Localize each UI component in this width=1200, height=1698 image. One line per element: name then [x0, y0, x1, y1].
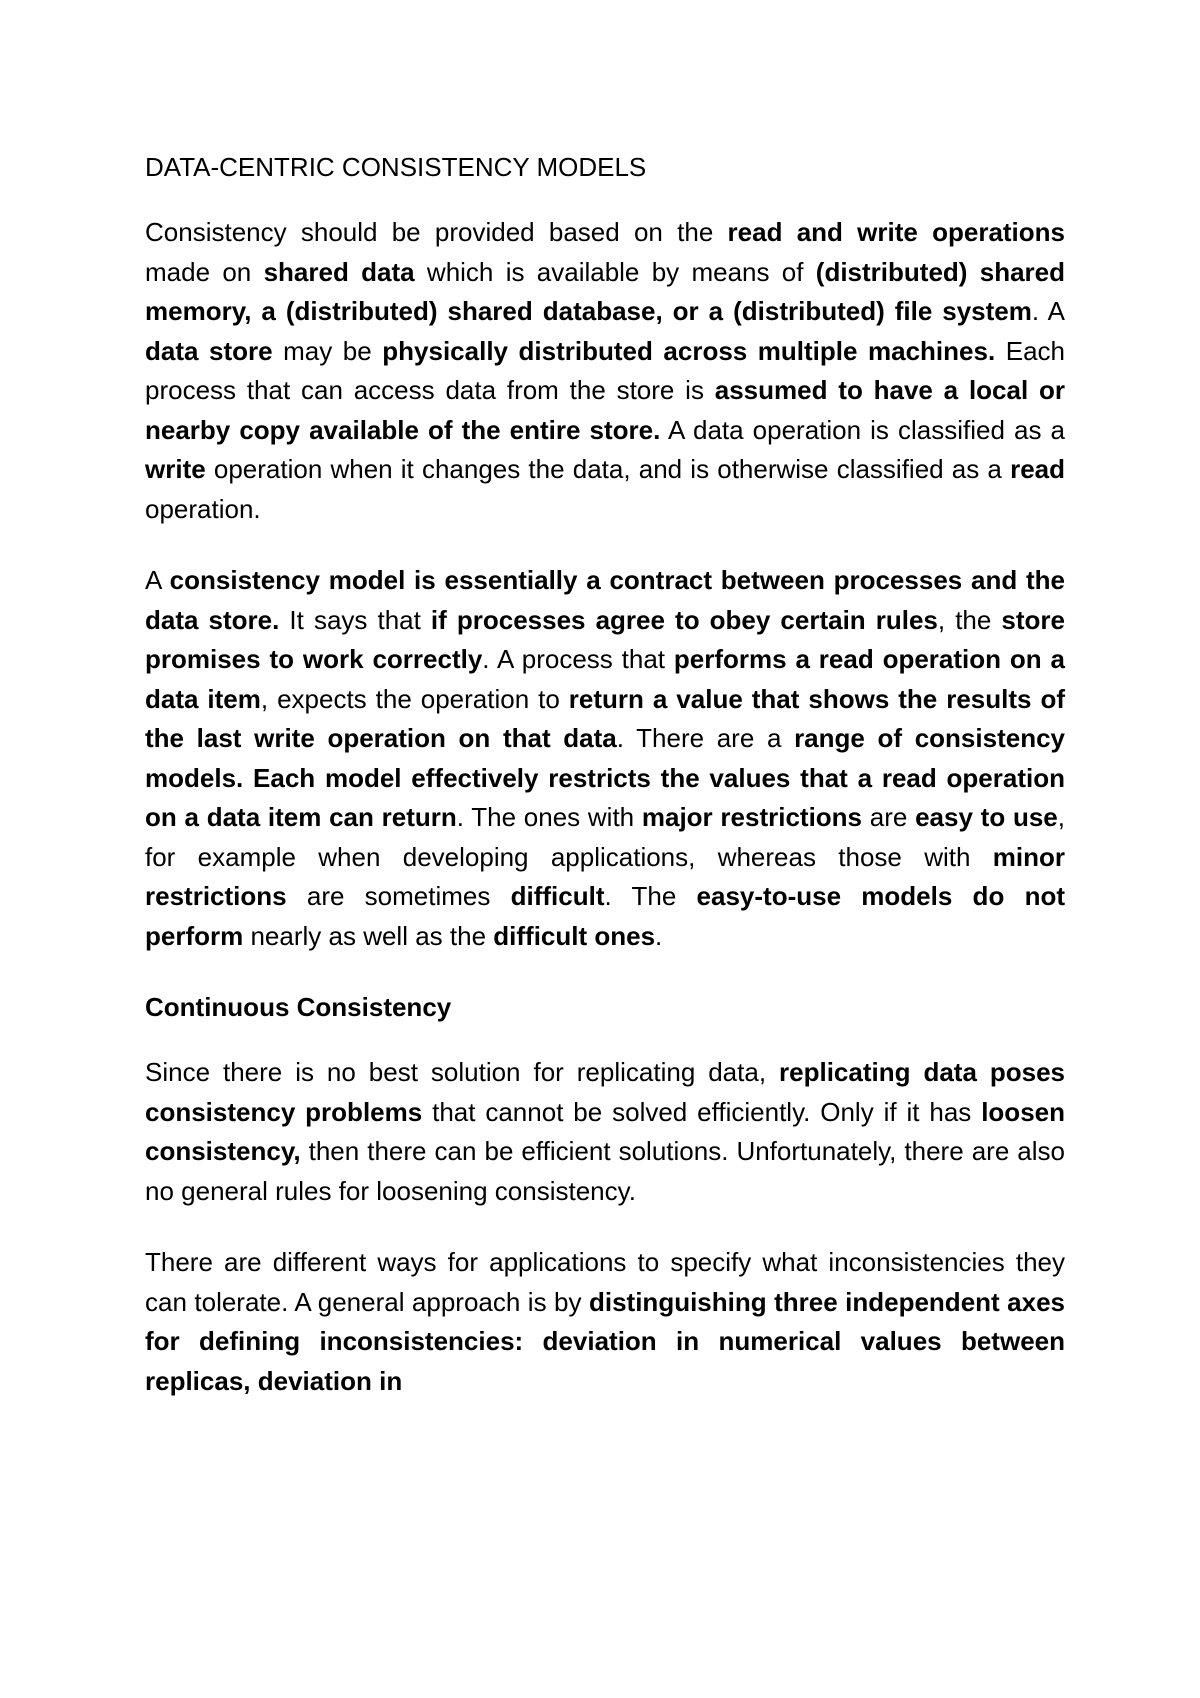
text-segment: . There are a — [616, 723, 795, 753]
text-segment: then there can be efficient solutions. Unfortunately, there are also no general rules for loosening consistency. — [145, 1136, 1065, 1206]
text-segment: Each process that can access data from the store is — [145, 335, 1065, 405]
text-segment: It says that — [279, 604, 431, 635]
text-segment: . The — [604, 881, 697, 911]
text-segment: are sometimes — [286, 881, 511, 911]
text-segment: A data operation is classified as a — [660, 414, 1065, 445]
text-segment: Since there is no best solution for replicating data, — [145, 1057, 780, 1087]
text-segment: nearly as well as the — [243, 920, 494, 951]
bold-text-segment: distinguishing three independent axes for defining inconsistencies: deviation in numerical values between replicas, deviation in — [145, 1286, 1065, 1396]
bold-text-segment: read — [1010, 454, 1065, 484]
text-segment: . — [655, 920, 663, 951]
text-segment: A — [145, 565, 170, 595]
bold-text-segment: store promises to work correctly — [145, 604, 1065, 674]
text-segment: , the — [937, 604, 1002, 635]
text-segment: operation. — [145, 493, 261, 524]
continuous-consistency-section — [145, 1053, 1065, 1401]
bold-text-segment: minor restrictions — [145, 841, 1065, 911]
intro-section — [145, 213, 1065, 956]
bold-text-segment: data store — [145, 335, 273, 366]
text-segment: made on — [145, 256, 264, 287]
body-paragraph — [145, 561, 1065, 956]
bold-text-segment: major restrictions — [641, 802, 863, 832]
text-segment: are — [862, 802, 916, 832]
body-paragraph — [145, 1243, 1065, 1401]
bold-text-segment: read and write operations — [727, 217, 1066, 247]
body-paragraph — [145, 1053, 1065, 1211]
bold-text-segment: write — [145, 454, 206, 484]
bold-text-segment: physically distributed across multiple machines. — [382, 335, 996, 366]
bold-text-segment: difficult ones — [493, 920, 656, 951]
body-paragraph — [145, 213, 1065, 529]
bold-text-segment: (distributed) shared memory, a (distributed) shared database, or a (distributed) file system — [145, 256, 1066, 326]
bold-text-segment: assumed to have a local or nearby copy available of the entire store. — [145, 375, 1065, 445]
document-page — [145, 148, 1065, 1433]
bold-text-segment: easy-to-use models do not perform — [145, 881, 1065, 951]
text-segment: There are different ways for applications to specify what inconsistencies they can tolerate. A general approach is by — [145, 1247, 1065, 1317]
bold-text-segment: difficult — [510, 881, 605, 911]
bold-text-segment: loosen consistency, — [145, 1096, 1065, 1166]
document-title: DATA-CENTRIC CONSISTENCY MODELS — [145, 152, 647, 182]
bold-text-segment: if processes agree to obey certain rules — [430, 604, 938, 635]
bold-text-segment: consistency model is essentially a contract between processes and the data store. — [145, 565, 1065, 635]
bold-text-segment: return a value that shows the results of the last write operation on that data — [145, 683, 1065, 753]
text-segment: , for example when developing applications, whereas those with — [145, 802, 1065, 872]
text-segment: , expects the operation to — [260, 683, 569, 714]
text-segment: . A process that — [482, 644, 674, 674]
text-segment: Consistency should be provided based on the — [145, 217, 728, 247]
text-segment: that cannot be solved efficiently. Only if it has — [422, 1096, 982, 1127]
text-segment: operation when it changes the data, and is otherwise classified as a — [205, 454, 1011, 484]
text-segment: may be — [272, 335, 383, 366]
bold-text-segment: shared data — [263, 256, 415, 287]
section-heading: Continuous Consistency — [145, 992, 452, 1022]
bold-text-segment: performs a read operation on a data item — [145, 644, 1065, 714]
bold-text-segment: range of consistency models. Each model effectively restricts the values that a read operation on a data item can return — [145, 723, 1065, 832]
text-segment: which is available by means of — [414, 256, 816, 287]
bold-text-segment: easy to use — [915, 802, 1058, 832]
text-segment: . The ones with — [456, 802, 642, 832]
text-segment: . A — [1031, 296, 1066, 326]
bold-text-segment: replicating data poses consistency problems — [145, 1057, 1065, 1127]
